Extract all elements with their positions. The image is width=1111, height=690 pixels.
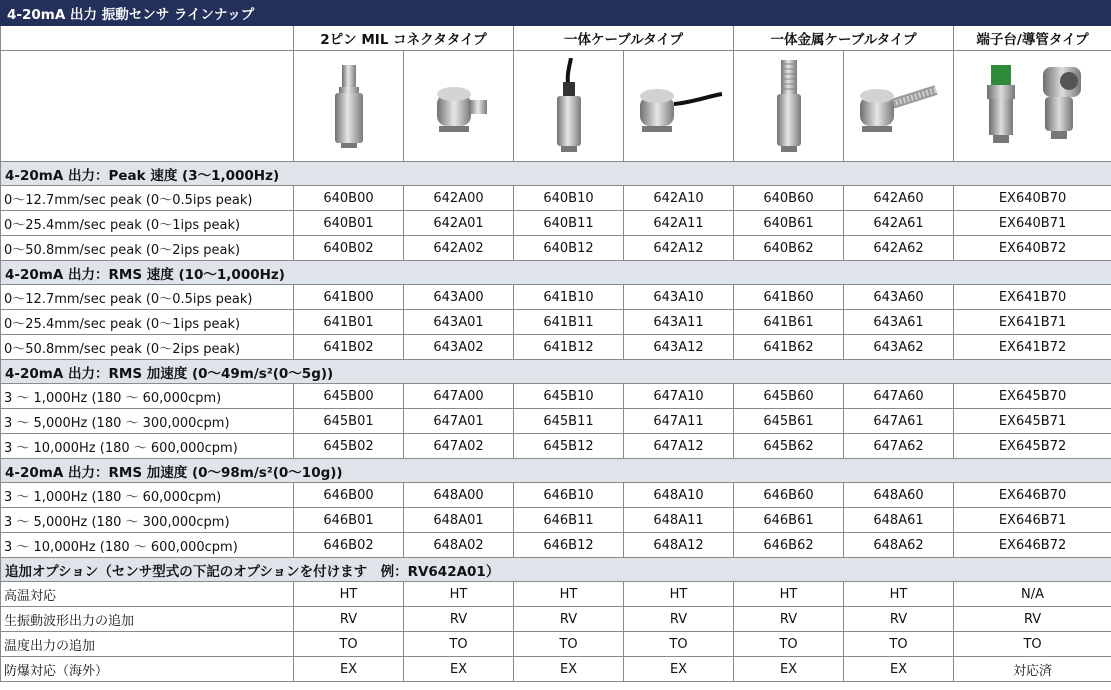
model-cell: 646B01 — [294, 508, 404, 533]
section-header-row — [1, 162, 1111, 186]
sensor-image-terminal — [954, 51, 1111, 162]
row-label: 温度出力の追加 — [1, 632, 294, 657]
model-cell: 645B60 — [734, 384, 844, 409]
model-cell: 648A12 — [624, 533, 734, 558]
model-cell: 643A01 — [404, 310, 514, 335]
section-title: 追加オプション（センサ型式の下記のオプションを付けます 例：RV642A01） — [1, 558, 1111, 582]
model-cell: TO — [514, 632, 624, 657]
model-cell: 645B10 — [514, 384, 624, 409]
model-cell: 648A01 — [404, 508, 514, 533]
table-row — [1, 582, 1111, 607]
model-cell: 642A02 — [404, 236, 514, 261]
model-cell: 640B00 — [294, 186, 404, 211]
model-cell: EX — [734, 657, 844, 682]
row-label: 0〜50.8mm/sec peak (0〜2ips peak) — [1, 335, 294, 360]
model-cell: 641B01 — [294, 310, 404, 335]
model-cell: 647A11 — [624, 409, 734, 434]
model-cell: HT — [514, 582, 624, 607]
sensor-image-metal-cable-side — [844, 51, 954, 162]
model-cell: HT — [844, 582, 954, 607]
table-row — [1, 434, 1111, 459]
model-cell: 641B12 — [514, 335, 624, 360]
table-row — [1, 384, 1111, 409]
model-cell: 640B61 — [734, 211, 844, 236]
row-label: 0〜50.8mm/sec peak (0〜2ips peak) — [1, 236, 294, 261]
model-cell: 640B11 — [514, 211, 624, 236]
model-cell: 648A10 — [624, 483, 734, 508]
model-cell: TO — [624, 632, 734, 657]
model-cell: 641B00 — [294, 285, 404, 310]
table-row — [1, 632, 1111, 657]
row-label: 0〜12.7mm/sec peak (0〜0.5ips peak) — [1, 285, 294, 310]
model-cell: 646B62 — [734, 533, 844, 558]
model-cell: 641B10 — [514, 285, 624, 310]
model-cell: 645B02 — [294, 434, 404, 459]
model-cell: EX — [404, 657, 514, 682]
table-row — [1, 310, 1111, 335]
section-title: 4-20mA 出力：Peak 速度 (3〜1,000Hz) — [1, 162, 1111, 186]
table-row — [1, 211, 1111, 236]
section-header-row — [1, 459, 1111, 483]
table-row — [1, 186, 1111, 211]
table-row — [1, 285, 1111, 310]
row-label: 0〜25.4mm/sec peak (0〜1ips peak) — [1, 211, 294, 236]
model-cell: 642A11 — [624, 211, 734, 236]
row-label: 0〜12.7mm/sec peak (0〜0.5ips peak) — [1, 186, 294, 211]
model-cell: TO — [844, 632, 954, 657]
model-cell: 642A60 — [844, 186, 954, 211]
model-cell: EX645B70 — [954, 384, 1111, 409]
model-cell: EX641B72 — [954, 335, 1111, 360]
group-header-terminal: 端子台/導管タイプ — [954, 26, 1111, 51]
model-cell: RV — [954, 607, 1111, 632]
model-cell: EX — [514, 657, 624, 682]
model-cell: 643A02 — [404, 335, 514, 360]
table-row — [1, 483, 1111, 508]
table-body — [1, 162, 1111, 682]
table-row — [1, 409, 1111, 434]
model-cell: 642A00 — [404, 186, 514, 211]
model-cell: 647A02 — [404, 434, 514, 459]
row-label: 高温対応 — [1, 582, 294, 607]
model-cell: 640B10 — [514, 186, 624, 211]
model-cell: TO — [294, 632, 404, 657]
model-cell: 646B12 — [514, 533, 624, 558]
model-cell: 645B62 — [734, 434, 844, 459]
table-row — [1, 508, 1111, 533]
row-label: 生振動波形出力の追加 — [1, 607, 294, 632]
model-cell: 647A62 — [844, 434, 954, 459]
table-row — [1, 533, 1111, 558]
model-cell: 640B62 — [734, 236, 844, 261]
model-cell: 646B00 — [294, 483, 404, 508]
model-cell: EX646B72 — [954, 533, 1111, 558]
model-cell: 647A60 — [844, 384, 954, 409]
model-cell: TO — [404, 632, 514, 657]
model-cell: HT — [404, 582, 514, 607]
model-cell: 646B60 — [734, 483, 844, 508]
model-cell: 645B01 — [294, 409, 404, 434]
model-cell: 645B00 — [294, 384, 404, 409]
sensor-image-cable-top — [514, 51, 624, 162]
model-cell: TO — [954, 632, 1111, 657]
model-cell: EX641B71 — [954, 310, 1111, 335]
row-label: 3 〜 1,000Hz (180 〜 60,000cpm) — [1, 483, 294, 508]
sensor-image-mil-top — [294, 51, 404, 162]
model-cell: EX646B71 — [954, 508, 1111, 533]
model-cell: EX646B70 — [954, 483, 1111, 508]
table-row — [1, 335, 1111, 360]
model-cell: 643A61 — [844, 310, 954, 335]
model-cell: 643A11 — [624, 310, 734, 335]
model-cell: 対応済 — [954, 657, 1111, 682]
row-label: 3 〜 10,000Hz (180 〜 600,000cpm) — [1, 533, 294, 558]
model-cell: 641B11 — [514, 310, 624, 335]
table-row — [1, 607, 1111, 632]
model-cell: 645B12 — [514, 434, 624, 459]
sensor-image-mil-side — [404, 51, 514, 162]
model-cell: 648A11 — [624, 508, 734, 533]
model-cell: EX641B70 — [954, 285, 1111, 310]
model-cell: 646B61 — [734, 508, 844, 533]
model-cell: EX640B70 — [954, 186, 1111, 211]
model-cell: HT — [294, 582, 404, 607]
model-cell: 648A60 — [844, 483, 954, 508]
header-blank — [1, 26, 294, 51]
model-cell: RV — [734, 607, 844, 632]
model-cell: RV — [624, 607, 734, 632]
model-cell: 647A12 — [624, 434, 734, 459]
model-cell: EX — [844, 657, 954, 682]
section-header-row — [1, 558, 1111, 582]
group-header-cable: 一体ケーブルタイプ — [514, 26, 734, 51]
model-cell: 641B61 — [734, 310, 844, 335]
model-cell: HT — [734, 582, 844, 607]
model-cell: 643A60 — [844, 285, 954, 310]
group-header-metal-cable: 一体金属ケーブルタイプ — [734, 26, 954, 51]
model-cell: 642A10 — [624, 186, 734, 211]
model-cell: N/A — [954, 582, 1111, 607]
model-cell: 646B11 — [514, 508, 624, 533]
row-label: 3 〜 1,000Hz (180 〜 60,000cpm) — [1, 384, 294, 409]
model-cell: 648A62 — [844, 533, 954, 558]
model-cell: RV — [514, 607, 624, 632]
section-title: 4-20mA 出力：RMS 加速度 (0〜98m/s²(0〜10g)) — [1, 459, 1111, 483]
model-cell: 642A01 — [404, 211, 514, 236]
table-row — [1, 657, 1111, 682]
model-cell: 643A12 — [624, 335, 734, 360]
model-cell: 645B61 — [734, 409, 844, 434]
group-header-mil: 2ピン MIL コネクタタイプ — [294, 26, 514, 51]
table-row — [1, 236, 1111, 261]
model-cell: 647A10 — [624, 384, 734, 409]
model-cell: 640B60 — [734, 186, 844, 211]
model-cell: EX645B72 — [954, 434, 1111, 459]
row-label: 3 〜 5,000Hz (180 〜 300,000cpm) — [1, 409, 294, 434]
row-label: 0〜25.4mm/sec peak (0〜1ips peak) — [1, 310, 294, 335]
model-cell: 642A61 — [844, 211, 954, 236]
model-cell: 640B12 — [514, 236, 624, 261]
model-cell: HT — [624, 582, 734, 607]
section-title: 4-20mA 出力：RMS 速度 (10〜1,000Hz) — [1, 261, 1111, 285]
section-header-row — [1, 360, 1111, 384]
model-cell: RV — [294, 607, 404, 632]
section-title: 4-20mA 出力：RMS 加速度 (0〜49m/s²(0〜5g)) — [1, 360, 1111, 384]
model-cell: EX — [294, 657, 404, 682]
model-cell: 647A61 — [844, 409, 954, 434]
table-title: 4-20mA 出力 振動センサ ラインナップ — [1, 1, 1111, 26]
model-cell: 643A00 — [404, 285, 514, 310]
model-cell: 645B11 — [514, 409, 624, 434]
row-label: 3 〜 10,000Hz (180 〜 600,000cpm) — [1, 434, 294, 459]
model-cell: 641B02 — [294, 335, 404, 360]
model-cell: EX645B71 — [954, 409, 1111, 434]
row-label: 3 〜 5,000Hz (180 〜 300,000cpm) — [1, 508, 294, 533]
model-cell: EX — [624, 657, 734, 682]
model-cell: 641B62 — [734, 335, 844, 360]
model-cell: 642A62 — [844, 236, 954, 261]
model-cell: 640B01 — [294, 211, 404, 236]
image-blank — [1, 51, 294, 162]
model-cell: 643A10 — [624, 285, 734, 310]
model-cell: 646B10 — [514, 483, 624, 508]
section-header-row — [1, 261, 1111, 285]
model-cell: TO — [734, 632, 844, 657]
model-cell: 647A00 — [404, 384, 514, 409]
model-cell: EX640B71 — [954, 211, 1111, 236]
model-cell: 640B02 — [294, 236, 404, 261]
sensor-image-metal-cable-top — [734, 51, 844, 162]
model-cell: 642A12 — [624, 236, 734, 261]
model-cell: 648A00 — [404, 483, 514, 508]
model-cell: 648A02 — [404, 533, 514, 558]
model-cell: RV — [844, 607, 954, 632]
model-cell: EX640B72 — [954, 236, 1111, 261]
model-cell: 641B60 — [734, 285, 844, 310]
model-cell: 647A01 — [404, 409, 514, 434]
model-cell: RV — [404, 607, 514, 632]
row-label: 防爆対応（海外） — [1, 657, 294, 682]
model-cell: 648A61 — [844, 508, 954, 533]
model-cell: 646B02 — [294, 533, 404, 558]
model-cell: 643A62 — [844, 335, 954, 360]
sensor-image-cable-side — [624, 51, 734, 162]
